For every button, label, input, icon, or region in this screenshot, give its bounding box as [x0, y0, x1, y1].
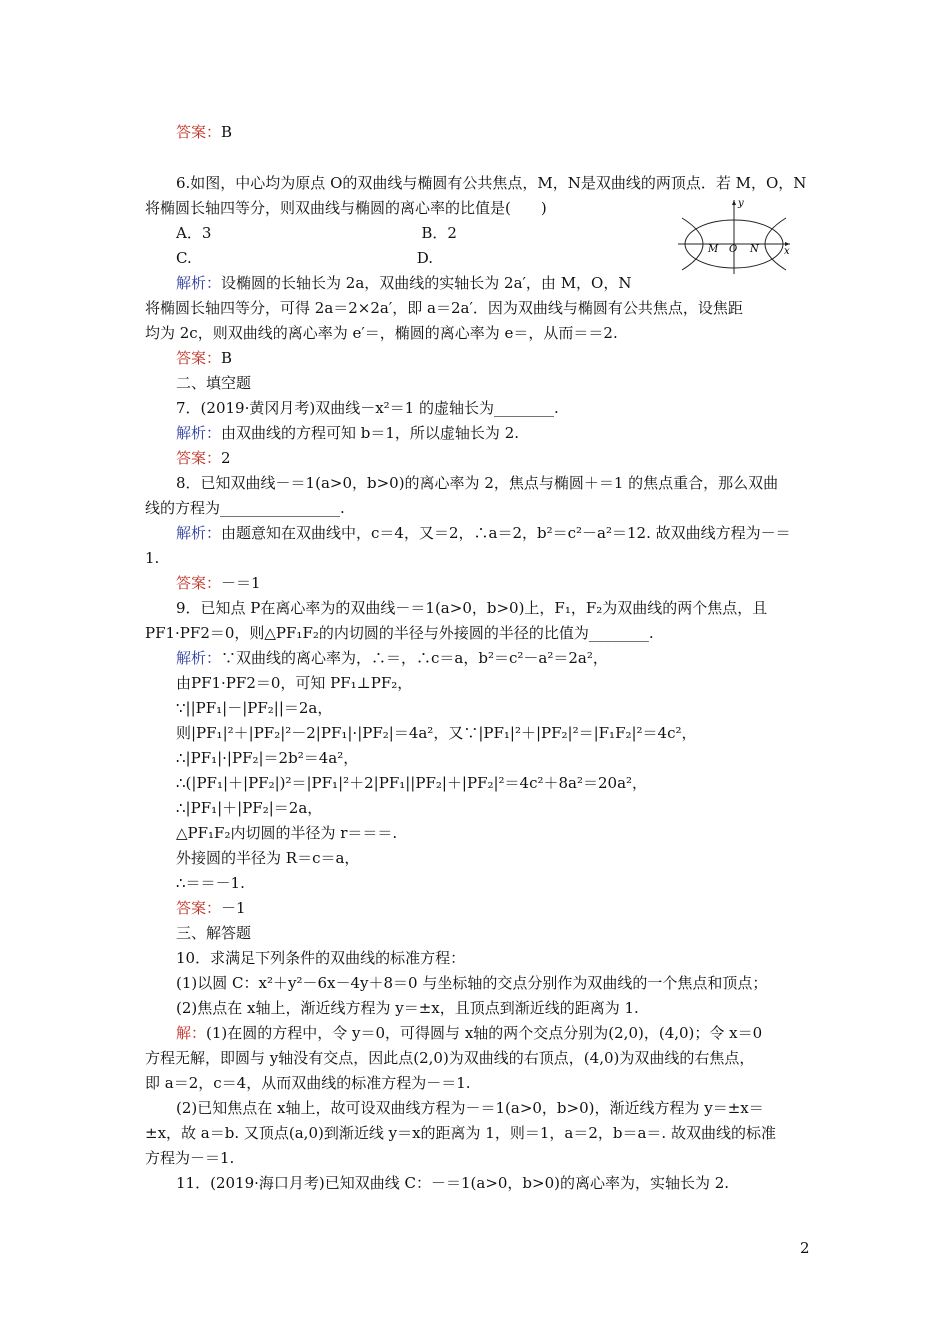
line-text: －＝1: [221, 574, 261, 592]
line-text: (2)焦点在 x轴上，渐近线方程为 y＝±x，且顶点到渐近线的距离为 1.: [176, 999, 639, 1017]
text-line: [176, 1173, 729, 1193]
analysis-label: 解析：: [176, 524, 222, 542]
line-text: ∵双曲线的离心率为，∴＝，∴c＝a，b²＝c²－a²＝2a²，: [221, 649, 608, 667]
line-text: 将椭圆长轴四等分，则双曲线与椭圆的离心率的比值是( ): [145, 199, 547, 217]
text-line: [176, 873, 245, 893]
text-line: [176, 948, 465, 968]
analysis-label: 解析：: [176, 424, 222, 442]
x-axis-label: x: [784, 246, 790, 257]
text-line: [145, 1123, 776, 1143]
text-line: [176, 598, 767, 618]
text-line: [176, 798, 322, 818]
line-text: 外接圆的半径为 R＝c＝a，: [176, 849, 360, 867]
text-line: [176, 923, 251, 943]
text-line: [176, 223, 457, 243]
answer-label: 答案：: [176, 899, 222, 917]
text-line: [176, 1023, 762, 1043]
text-line: [145, 298, 743, 318]
line-text: ∵||PF₁|－|PF₂||＝2a，: [176, 699, 333, 717]
line-text: ∴|PF₁|·|PF₂|＝2b²＝4a²，: [176, 749, 359, 767]
line-text: 方程无解，即圆与 y轴没有交点，因此点(2,0)为双曲线的右顶点，(4,0)为双曲线的右焦点，: [145, 1049, 755, 1067]
text-line: [145, 1048, 754, 1068]
line-text: 1.: [145, 549, 160, 567]
line-text: ±x，故 a＝b. 又顶点(a,0)到渐近线 y＝x的距离为 1，则＝1，a＝2，b＝a＝. 故双曲线的标准: [145, 1124, 776, 1142]
vertex-n-label: N: [750, 244, 759, 255]
y-axis-label: y: [738, 198, 744, 209]
line-text: ∴|PF₁|＋|PF₂|＝2a，: [176, 799, 323, 817]
y-axis-arrow: [732, 200, 736, 205]
line-text: B: [221, 123, 233, 141]
line-text: 6.如图，中心均为原点 O的双曲线与椭圆有公共焦点，M，N是双曲线的两顶点．若 M，O，N: [176, 174, 807, 192]
text-line: [176, 473, 778, 493]
text-line: [176, 648, 608, 668]
line-text: 设椭圆的长轴长为 2a，双曲线的实轴长为 2a′，由 M，O，N: [221, 274, 632, 292]
text-line: [176, 348, 232, 368]
text-line: [176, 1098, 764, 1118]
line-text: 则|PF₁|²＋|PF₂|²－2|PF₁|·|PF₂|＝4a²，又∵|PF₁|²＋|PF₂|²＝|F₁F₂|²＝4c²，: [176, 724, 697, 742]
analysis-label: 解析：: [176, 274, 222, 292]
line-text: 9．已知点 P在离心率为的双曲线－＝1(a>0，b>0)上，F₁，F₂为双曲线的两个焦点，且: [176, 599, 768, 617]
text-line: [145, 323, 618, 343]
line-text: 2: [221, 449, 231, 467]
line-text: C. D.: [176, 249, 433, 267]
text-line: [176, 248, 433, 268]
text-line: [145, 623, 654, 643]
hyperbola-ellipse-figure: [676, 196, 794, 276]
line-text: 将椭圆长轴四等分，可得 2a＝2×2a′，即 a＝2a′．因为双曲线与椭圆有公共焦点，设焦距: [145, 299, 743, 317]
text-line: [176, 273, 631, 293]
line-text: 三、解答题: [176, 924, 252, 942]
line-text: 8．已知双曲线－＝1(a>0，b>0)的离心率为 2，焦点与椭圆＋＝1 的焦点重合，那么双曲: [176, 474, 779, 492]
text-line: [145, 548, 159, 568]
answer-label: 答案：: [176, 574, 222, 592]
text-line: [176, 823, 397, 843]
text-line: [176, 973, 767, 993]
line-text: 7．(2019·黄冈月考)双曲线－x²＝1 的虚轴长为________.: [176, 399, 559, 417]
text-line: [176, 748, 358, 768]
text-line: [176, 773, 647, 793]
answer-label: 答案：: [176, 123, 222, 141]
text-line: [176, 122, 232, 142]
text-line: [145, 198, 547, 218]
line-text: △PF₁F₂内切圆的半径为 r＝＝＝.: [176, 824, 398, 842]
vertex-m-label: M: [708, 244, 719, 255]
text-line: [176, 998, 639, 1018]
line-text: PF1·PF2＝0，则△PF₁F₂的内切圆的半径与外接圆的半径的比值为________.: [145, 624, 654, 642]
line-text: 由PF1·PF2＝0，可知 PF₁⊥PF₂，: [176, 674, 413, 692]
text-line: [145, 498, 345, 518]
line-text: 由双曲线的方程可知 b＝1，所以虚轴长为 2.: [221, 424, 520, 442]
text-line: [176, 398, 559, 418]
analysis-label: 解析：: [176, 649, 222, 667]
line-text: (2)已知焦点在 x轴上，故可设双曲线方程为－＝1(a>0，b>0)，渐近线方程为 y＝±x＝: [176, 1099, 764, 1117]
text-line: [176, 848, 359, 868]
line-text: 方程为－＝1.: [145, 1149, 235, 1167]
answer-label: 答案：: [176, 349, 222, 367]
line-text: 线的方程为________________.: [145, 499, 345, 517]
text-line: [176, 573, 261, 593]
line-text: (1)以圆 C：x²＋y²－6x－4y＋8＝0 与坐标轴的交点分别作为双曲线的一个焦点和顶点；: [176, 974, 768, 992]
answer-label: 解：: [176, 1024, 207, 1042]
text-line: [145, 1073, 471, 1093]
origin-o-label: O: [729, 244, 738, 255]
text-line: [176, 698, 332, 718]
text-line: [176, 173, 806, 193]
text-line: [176, 448, 231, 468]
line-text: ∴＝＝－1.: [176, 874, 245, 892]
line-text: 均为 2c，则双曲线的离心率为 e′＝，椭圆的离心率为 e＝，从而＝＝2.: [145, 324, 618, 342]
text-line: [176, 673, 412, 693]
text-line: [145, 1148, 234, 1168]
line-text: 10．求满足下列条件的双曲线的标准方程：: [176, 949, 466, 967]
line-text: A．3 B．2: [176, 224, 457, 242]
line-text: －1: [221, 899, 246, 917]
line-text: ∴(|PF₁|＋|PF₂|)²＝|PF₁|²＋2|PF₁||PF₂|＋|PF₂|²＝4c²＋8a²＝20a²，: [176, 774, 648, 792]
text-line: [176, 423, 519, 443]
text-line: [176, 373, 251, 393]
answer-label: 答案：: [176, 449, 222, 467]
line-text: 二、填空题: [176, 374, 252, 392]
line-text: 即 a＝2，c＝4，从而双曲线的标准方程为－＝1.: [145, 1074, 471, 1092]
line-text: (1)在圆的方程中，令 y＝0，可得圆与 x轴的两个交点分别为(2,0)，(4,0)；令 x＝0: [206, 1024, 763, 1042]
text-line: [176, 723, 697, 743]
page-number: 2: [800, 1239, 810, 1257]
text-line: [176, 523, 791, 543]
text-line: [176, 898, 246, 918]
line-text: B: [221, 349, 233, 367]
line-text: 11．(2019·海口月考)已知双曲线 C：－＝1(a>0，b>0)的离心率为，实轴长为 2.: [176, 1174, 730, 1192]
line-text: 由题意知在双曲线中，c＝4，又＝2，∴a＝2，b²＝c²－a²＝12. 故双曲线方程为－＝: [221, 524, 791, 542]
